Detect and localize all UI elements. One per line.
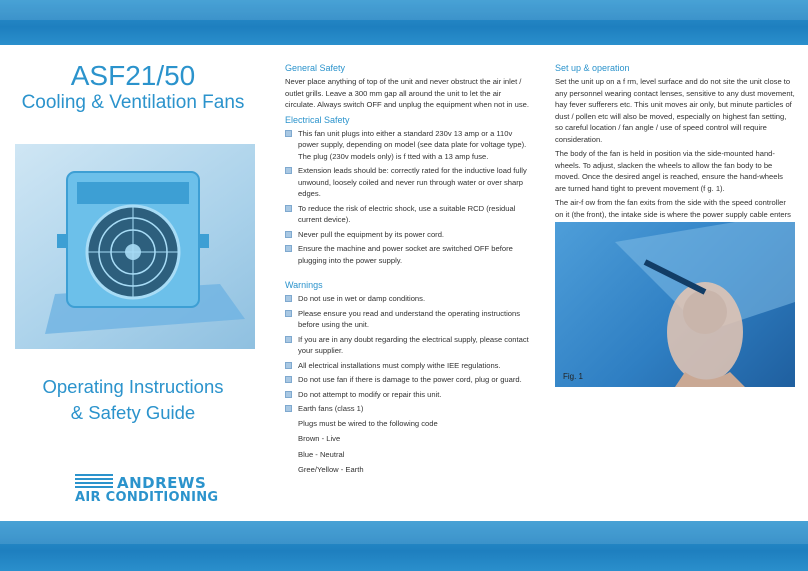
bullet-icon bbox=[285, 231, 292, 238]
bullet-icon bbox=[285, 130, 292, 137]
product-subtitle: Cooling & Ventilation Fans bbox=[21, 92, 245, 113]
figure-1-photo bbox=[555, 222, 795, 387]
list-item: Extension leads should be: correctly rated for the inductive load fully unwound, loosely coiled and never run through water or over sharp edges. bbox=[285, 165, 530, 200]
fan-product-image bbox=[15, 144, 255, 349]
guide-title-line1: Operating Instructions bbox=[42, 376, 224, 397]
logo-line1: ANDREWS bbox=[117, 474, 207, 492]
logo-line2: AIR CONDITIONING bbox=[75, 490, 219, 505]
list-item: To reduce the risk of electric shock, use a suitable RCD (residual current device). bbox=[285, 203, 530, 226]
setup-heading: Set up & operation bbox=[555, 63, 630, 73]
bullet-icon bbox=[285, 205, 292, 212]
list-item: This fan unit plugs into either a standard 230v 13 amp or a 110v power supply, depending on model (see data plate for voltage type). The plug (230v models only) is f tted with a 13 amp fuse. bbox=[285, 128, 530, 163]
list-item: If you are in any doubt regarding the electrical supply, please contact your supplier. bbox=[285, 334, 530, 357]
top-banner bbox=[0, 0, 808, 45]
setup-paragraph: The body of the fan is held in position via the side-mounted hand-wheels. To adjust, slacken the wheels to allow the fan body to be moved. Once the desired angel is reached, ensure the hand-wheels are turned hand tight to prevent movement (f g. 1). bbox=[555, 149, 783, 193]
bullet-icon bbox=[285, 391, 292, 398]
middle-column bbox=[285, 62, 530, 480]
bullet-icon bbox=[285, 167, 292, 174]
general-safety-heading: General Safety bbox=[285, 63, 346, 73]
wiring-line: Plugs must be wired to the following code bbox=[298, 418, 438, 428]
list-item: Earth fans (class 1) bbox=[285, 403, 530, 415]
bullet-icon bbox=[285, 310, 292, 317]
bullet-icon bbox=[285, 405, 292, 412]
setup-paragraph: The air-f ow from the fan exits from the side with the speed controller on it (the front), the intake side is where the power supply cable enters bbox=[555, 198, 791, 219]
list-item: Do not use in wet or damp conditions. bbox=[285, 293, 530, 305]
electrical-safety-heading: Electrical Safety bbox=[285, 114, 350, 125]
guide-title-line2: & Safety Guide bbox=[70, 402, 196, 423]
fan-illustration bbox=[15, 144, 255, 349]
bullet-icon bbox=[285, 362, 292, 369]
list-item: All electrical installations must comply withe IEE regulations. bbox=[285, 360, 530, 372]
bullet-icon bbox=[285, 336, 292, 343]
wiring-line: Blue - Neutral bbox=[298, 449, 345, 459]
model-title: ASF21/50 bbox=[70, 60, 196, 91]
bullet-icon bbox=[285, 245, 292, 252]
list-item: Do not attempt to modify or repair this unit. bbox=[285, 389, 530, 401]
hand-wheel-illustration bbox=[555, 222, 795, 387]
right-column bbox=[555, 62, 795, 235]
wiring-line: Brown - Live bbox=[298, 434, 341, 443]
list-item: Please ensure you read and understand the operating instructions before using the unit. bbox=[285, 308, 530, 331]
general-safety-text: Never place anything of top of the unit and never obstruct the air inlet / outlet grills. Leave a 300 mm gap all around the unit to let the air circulate. Always switch OFF and unplug the equipment when not in use. bbox=[285, 77, 529, 109]
bullet-icon bbox=[285, 376, 292, 383]
warnings-heading: Warnings bbox=[285, 280, 323, 290]
list-item: Never pull the equipment by its power cord. bbox=[285, 229, 530, 241]
figure-label: Fig. 1 bbox=[563, 372, 584, 381]
list-item: Ensure the machine and power socket are switched OFF before plugging into the power supply. bbox=[285, 243, 530, 266]
setup-paragraph: Set the unit up on a f rm, level surface and do not site the unit close to any personnel wearing contact lenses, sensitive to any dust movement, hay fever sufferers etc. This unit moves air only, but minute particles of dust / pollen etc will also be moved, especially on highest fan setting, so careful location / fan angle / use of speed control will require consideration. bbox=[555, 77, 795, 144]
list-item: Do not use fan if there is damage to the power cord, plug or guard. bbox=[285, 374, 530, 386]
bullet-icon bbox=[285, 295, 292, 302]
andrews-logo bbox=[75, 474, 218, 505]
logo-stripes bbox=[75, 474, 113, 490]
wiring-line: Gree/Yellow - Earth bbox=[298, 465, 364, 474]
bottom-banner bbox=[0, 521, 808, 571]
